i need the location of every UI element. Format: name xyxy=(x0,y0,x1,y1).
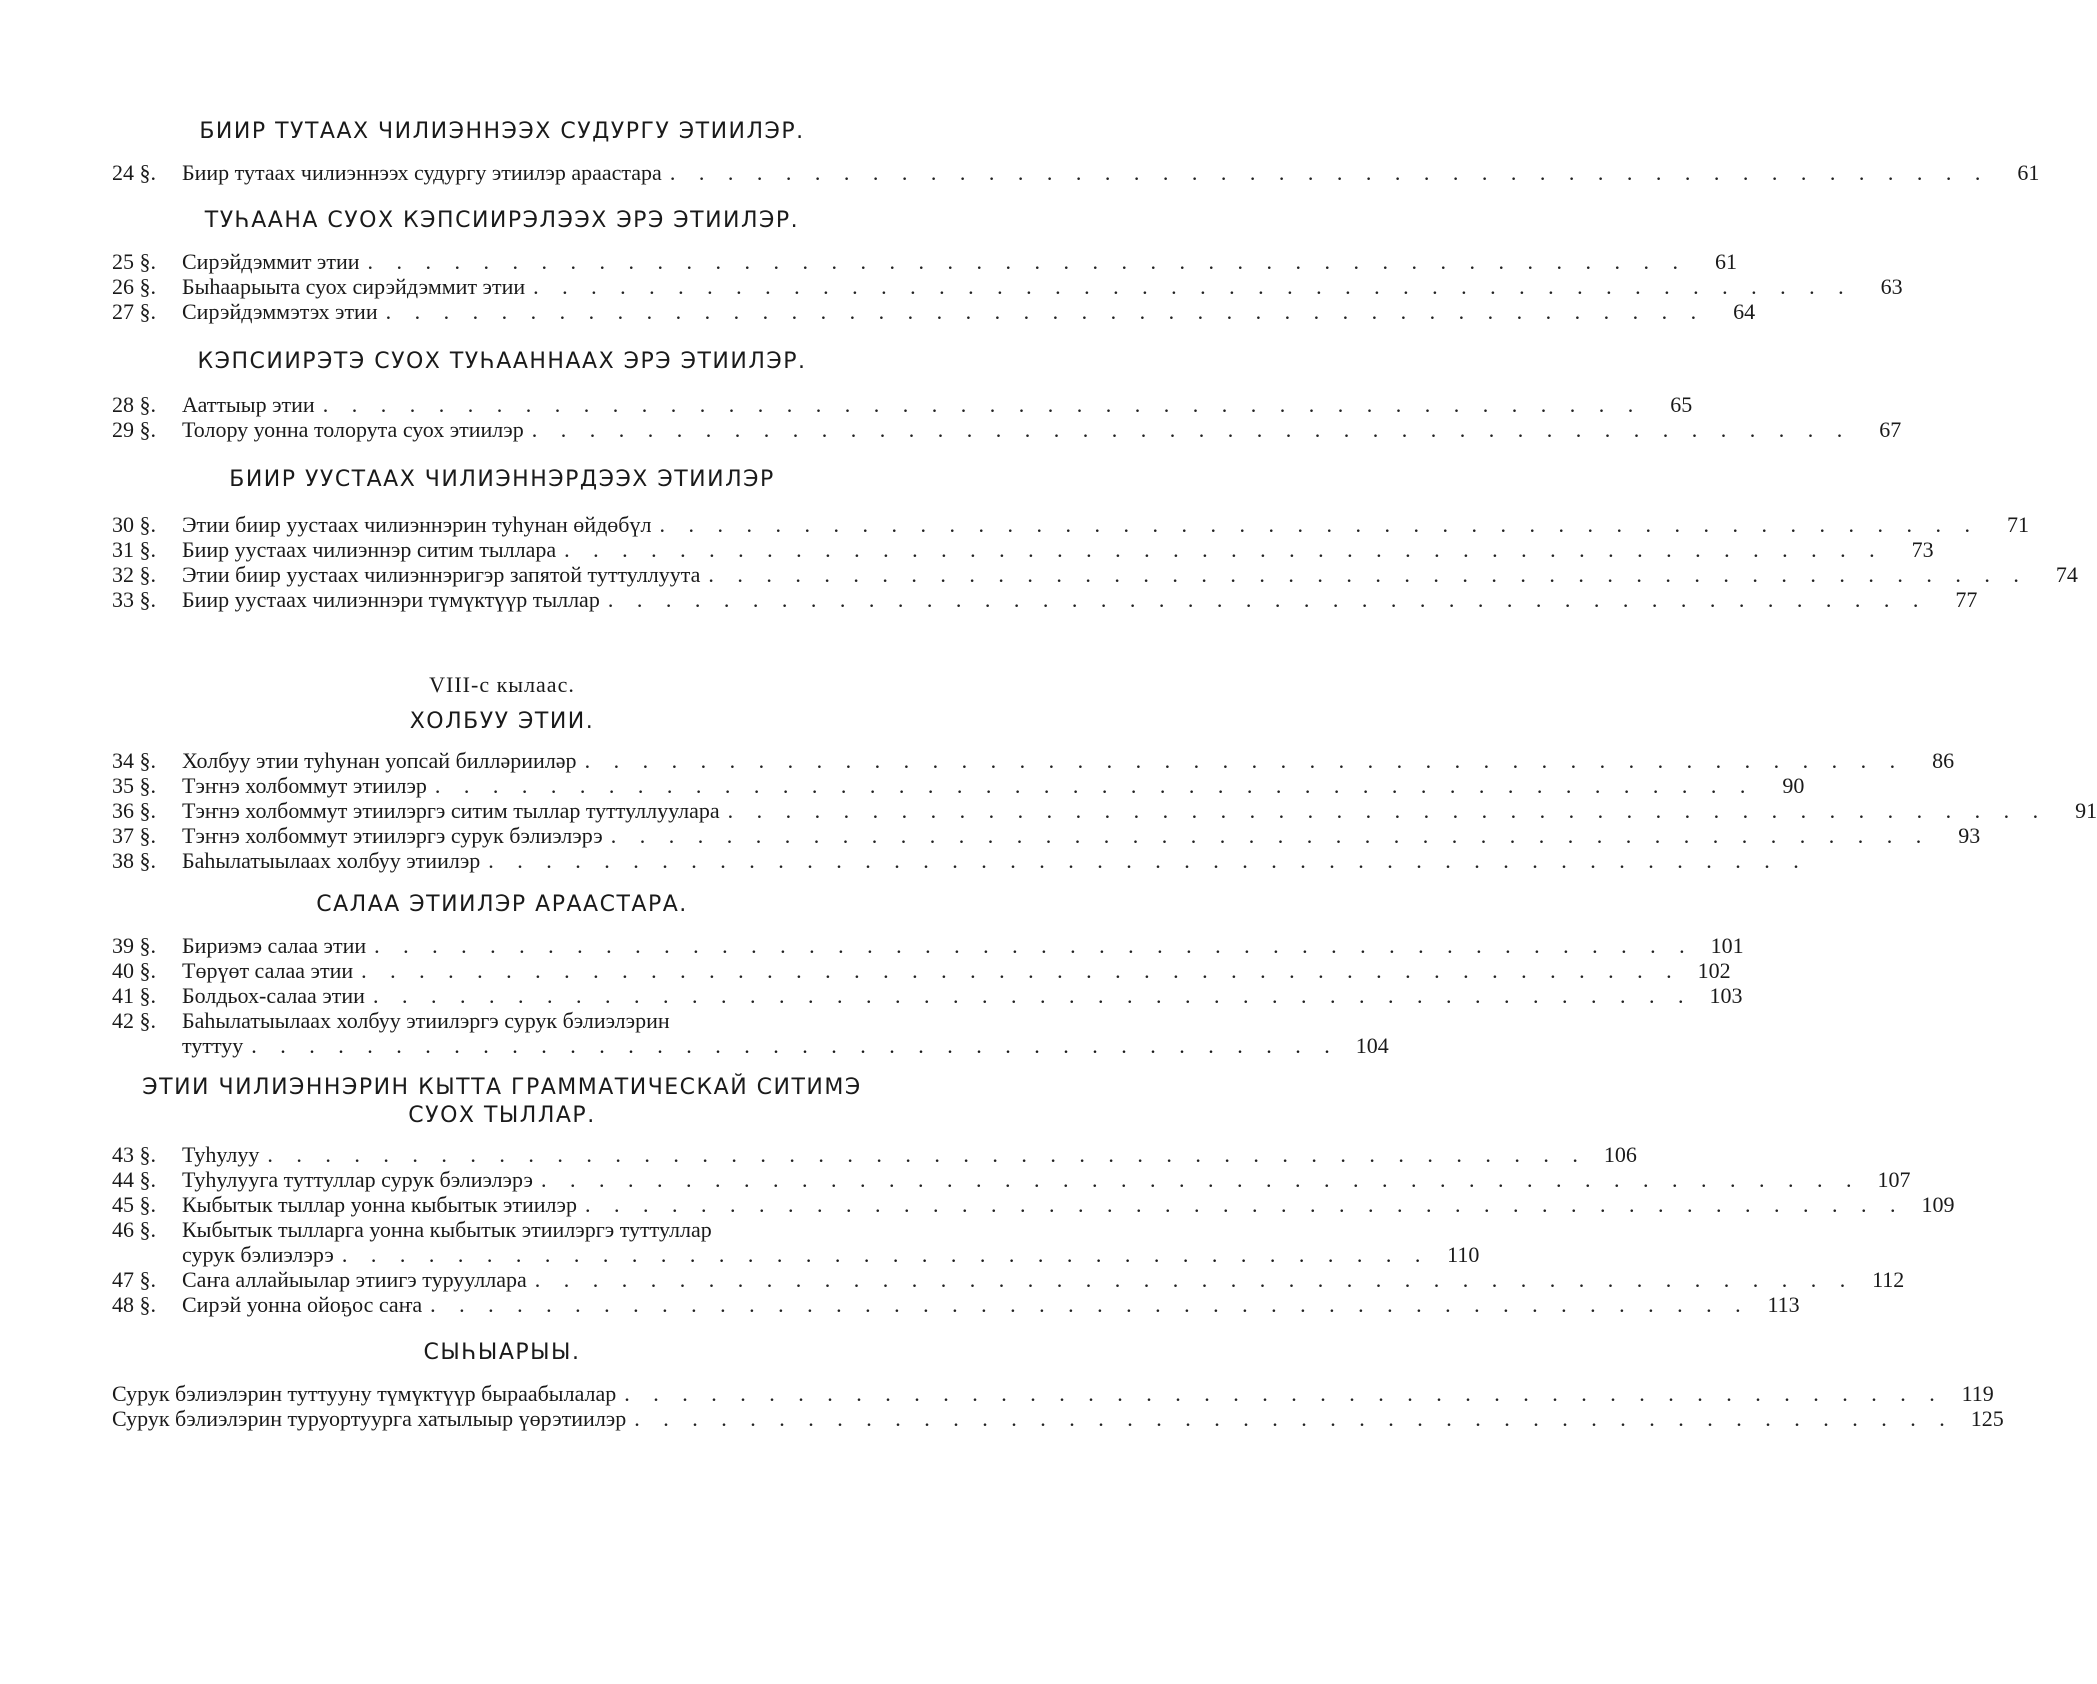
entry-title: Сирэй уонна ойоҕос саҥа xyxy=(182,1292,423,1317)
toc-entry[interactable] xyxy=(112,160,2040,185)
entry-title: Биир уустаах чилиэннэр ситим тыллара xyxy=(182,537,557,562)
page-number: 102 xyxy=(1697,958,1731,983)
section-heading: БИИР ТУТААХ ЧИЛИЭННЭЭХ СУДУРГУ ЭТИИЛЭР. xyxy=(199,119,805,144)
section-heading: БИИР УУСТААХ ЧИЛИЭННЭРДЭЭХ ЭТИИЛЭР xyxy=(229,467,775,492)
section-number: 26 §. xyxy=(112,274,156,299)
toc-section xyxy=(112,891,1744,1058)
entry-title: Сурук бэлиэлэрин туттууну түмүктүүр быраабылалар xyxy=(112,1381,617,1406)
entry-title: Этии биир уустаах чилиэннэригэр запятой туттуллуута xyxy=(182,562,701,587)
section-number: 47 §. xyxy=(112,1267,156,1292)
toc-entry[interactable] xyxy=(112,417,1902,442)
toc-entry[interactable] xyxy=(112,1008,892,1033)
page-number: 90 xyxy=(1782,773,1805,798)
dot-leader xyxy=(527,1267,1855,1292)
dot-leader xyxy=(651,512,1979,537)
section-number: 39 §. xyxy=(112,933,156,958)
entry-title: Кыбытык тыллар уонна кыбытык этиилэр xyxy=(182,1192,577,1217)
section-number: 46 §. xyxy=(112,1217,156,1242)
entry-title: Этии биир уустаах чилиэннэрин туһунан өйдөбүл xyxy=(182,512,652,537)
section-number: 30 §. xyxy=(112,512,156,537)
toc-entry[interactable] xyxy=(112,512,2029,537)
section-number: 36 §. xyxy=(112,798,156,823)
page-number: 104 xyxy=(1355,1033,1389,1058)
toc-section xyxy=(112,118,2040,185)
section-heading: ХОЛБУУ ЭТИИ. xyxy=(409,709,595,734)
entry-title: Тэҥнэ холбоммут этиилэргэ ситим тыллар туттуллуулара xyxy=(182,798,720,823)
section-number: 48 §. xyxy=(112,1292,156,1317)
dot-leader xyxy=(480,848,1808,873)
dot-leader xyxy=(700,562,2028,587)
section-heading: ЭТИИ ЧИЛИЭННЭРИН КЫТТА ГРАММАТИЧЕСКАЙ СИТИМЭ СУОХ ТЫЛЛАР. xyxy=(142,1075,862,1128)
toc-entry[interactable] xyxy=(112,848,892,873)
section-heading: КЭПСИИРЭТЭ СУОХ ТУҺААННААХ ЭРЭ ЭТИИЛЭР. xyxy=(197,349,807,374)
entry-title: Болдьох-салаа этии xyxy=(182,983,365,1008)
entry-title: Туһулууга туттуллар сурук бэлиэлэрэ xyxy=(182,1167,533,1192)
toc-entry[interactable] xyxy=(112,1267,1905,1292)
entry-list xyxy=(112,748,2097,873)
page-number: 86 xyxy=(1932,748,1955,773)
toc-entry[interactable] xyxy=(112,1167,1911,1192)
entry-title: Быһаарыыта суох сирэйдэммит этии xyxy=(182,274,526,299)
toc-entry[interactable] xyxy=(112,537,1934,562)
page-number: 113 xyxy=(1767,1292,1800,1317)
page-number: 71 xyxy=(2006,512,2029,537)
table-of-contents xyxy=(112,118,2097,1431)
entry-title: Сирэйдэммит этии xyxy=(182,249,360,274)
page-number: 101 xyxy=(1710,933,1744,958)
dot-leader xyxy=(353,958,1681,983)
chapter-label: VIII-с кылаас. xyxy=(429,672,575,697)
entry-title: Кыбытык тылларга уонна кыбытык этиилэргэ туттуллар xyxy=(182,1217,712,1242)
toc-entry[interactable] xyxy=(112,1292,1800,1317)
dot-leader xyxy=(422,1292,1750,1317)
toc-entry[interactable] xyxy=(112,1406,2004,1431)
dot-leader xyxy=(315,392,1643,417)
entry-title: Туһулуу xyxy=(182,1142,260,1167)
dot-leader xyxy=(427,773,1755,798)
dot-leader xyxy=(603,823,1931,848)
toc-entry[interactable] xyxy=(112,823,1981,848)
page-number: 106 xyxy=(1603,1142,1637,1167)
dot-leader xyxy=(378,299,1706,324)
section-number: 27 §. xyxy=(112,299,156,324)
section-number: 44 §. xyxy=(112,1167,156,1192)
entry-list xyxy=(112,392,1902,442)
dot-leader xyxy=(243,1033,1339,1058)
dot-leader xyxy=(524,417,1852,442)
page-number: 110 xyxy=(1447,1242,1480,1267)
entry-title: Тэҥнэ холбоммут этиилэр xyxy=(182,773,427,798)
entry-list xyxy=(112,249,1903,324)
entry-title: Саҥа аллайыылар этиигэ турууллара xyxy=(182,1267,527,1292)
entry-title: Тэҥнэ холбоммут этиилэргэ сурук бэлиэлэрэ xyxy=(182,823,603,848)
toc-section xyxy=(112,207,1903,324)
entry-title: Сирэйдэммэтэх этии xyxy=(182,299,378,324)
section-number: 34 §. xyxy=(112,748,156,773)
page-number: 64 xyxy=(1733,299,1756,324)
entry-title: Биир уустаах чилиэннэри түмүктүүр тыллар xyxy=(182,587,600,612)
toc-entry[interactable] xyxy=(112,587,1978,612)
page-number: 74 xyxy=(2055,562,2078,587)
entry-list xyxy=(112,1142,1955,1317)
page-number: 107 xyxy=(1877,1167,1911,1192)
entry-title: Биир тутаах чилиэннээх судургу этиилэр араастара xyxy=(182,160,662,185)
page-number: 77 xyxy=(1955,587,1978,612)
entry-title: Баһылатыылаах холбуу этиилэргэ сурук бэлиэлэрин xyxy=(182,1008,670,1033)
section-number: 41 §. xyxy=(112,983,156,1008)
section-number: 42 §. xyxy=(112,1008,156,1033)
toc-entry[interactable] xyxy=(112,249,1738,274)
dot-leader xyxy=(533,1167,1861,1192)
entry-title-continued: сурук бэлиэлэрэ xyxy=(182,1242,334,1267)
toc-entry[interactable] xyxy=(112,1142,1637,1167)
toc-entry[interactable] xyxy=(112,983,1743,1008)
entry-title: Баһылатыылаах холбуу этиилэр xyxy=(182,848,481,873)
toc-entry[interactable] xyxy=(112,299,1756,324)
section-heading: САЛАА ЭТИИЛЭР АРААСТАРА. xyxy=(316,892,688,917)
section-number: 31 §. xyxy=(112,537,156,562)
page-number: 112 xyxy=(1872,1267,1905,1292)
toc-section xyxy=(112,466,2078,612)
section-number: 28 §. xyxy=(112,392,156,417)
toc-entry[interactable] xyxy=(112,773,1805,798)
toc-entry[interactable] xyxy=(112,562,2078,587)
page-number: 65 xyxy=(1670,392,1693,417)
page-number: 91 xyxy=(2075,798,2097,823)
section-number: 40 §. xyxy=(112,958,156,983)
toc-section xyxy=(112,1074,1955,1317)
section-number: 29 §. xyxy=(112,417,156,442)
dot-leader xyxy=(334,1242,1430,1267)
toc-entry[interactable] xyxy=(112,798,2097,823)
entry-title: Толору уонна толорута суох этиилэр xyxy=(182,417,524,442)
section-number: 24 §. xyxy=(112,160,156,185)
section-number: 25 §. xyxy=(112,249,156,274)
entry-list xyxy=(112,160,2040,185)
page-number: 61 xyxy=(2017,160,2040,185)
entry-title: Сурук бэлиэлэрин туруортуурга хатылыыр үөрэтиилэр xyxy=(112,1406,627,1431)
page-number: 119 xyxy=(1961,1381,1994,1406)
toc-entry[interactable] xyxy=(112,933,1744,958)
section-number: 37 §. xyxy=(112,823,156,848)
dot-leader xyxy=(720,798,2048,823)
toc-entry-continuation[interactable] xyxy=(112,1242,1480,1267)
page-number: 93 xyxy=(1958,823,1981,848)
entry-title: Ааттыыр этии xyxy=(182,392,315,417)
toc-entry[interactable] xyxy=(112,1217,892,1242)
dot-leader xyxy=(525,274,1853,299)
page-number: 103 xyxy=(1709,983,1743,1008)
toc-section xyxy=(112,348,1902,442)
toc-entry-continuation[interactable] xyxy=(112,1033,1389,1058)
dot-leader xyxy=(259,1142,1587,1167)
page-number: 67 xyxy=(1879,417,1902,442)
entry-list xyxy=(112,933,1744,1058)
dot-leader xyxy=(662,160,1990,185)
section-number: 43 §. xyxy=(112,1142,156,1167)
entry-title: Холбуу этии туһунан уопсай билләрииләр xyxy=(182,748,577,773)
toc-entry[interactable] xyxy=(112,748,1955,773)
entry-list xyxy=(112,512,2078,612)
toc-entry[interactable] xyxy=(112,274,1903,299)
dot-leader xyxy=(600,587,1928,612)
dot-leader xyxy=(626,1406,1954,1431)
dot-leader xyxy=(556,537,1884,562)
dot-leader xyxy=(365,983,1693,1008)
section-number: 32 §. xyxy=(112,562,156,587)
toc-entry[interactable] xyxy=(112,392,1693,417)
dot-leader xyxy=(360,249,1688,274)
toc-entry[interactable] xyxy=(112,1381,1994,1406)
toc-entry[interactable] xyxy=(112,958,1731,983)
section-heading: ТУҺААНА СУОХ КЭПСИИРЭЛЭЭХ ЭРЭ ЭТИИЛЭР. xyxy=(204,208,800,233)
page-number: 125 xyxy=(1970,1406,2004,1431)
entry-title-continued: туттуу xyxy=(182,1033,244,1058)
toc-section xyxy=(112,672,2097,873)
page-number: 63 xyxy=(1880,274,1903,299)
dot-leader xyxy=(616,1381,1944,1406)
section-number: 33 §. xyxy=(112,587,156,612)
toc-section xyxy=(112,1339,2004,1431)
page-number: 61 xyxy=(1715,249,1738,274)
entry-list xyxy=(112,1381,2004,1431)
page-number: 109 xyxy=(1921,1192,1955,1217)
page-number: 73 xyxy=(1911,537,1934,562)
dot-leader xyxy=(577,1192,1905,1217)
section-heading: СЫҺЫАРЫЫ. xyxy=(423,1340,581,1365)
toc-entry[interactable] xyxy=(112,1192,1955,1217)
section-number: 38 §. xyxy=(112,848,156,873)
dot-leader xyxy=(577,748,1905,773)
entry-title: Төрүөт салаа этии xyxy=(182,958,354,983)
section-number: 45 §. xyxy=(112,1192,156,1217)
entry-title: Бириэмэ салаа этии xyxy=(182,933,367,958)
section-number: 35 §. xyxy=(112,773,156,798)
dot-leader xyxy=(366,933,1694,958)
